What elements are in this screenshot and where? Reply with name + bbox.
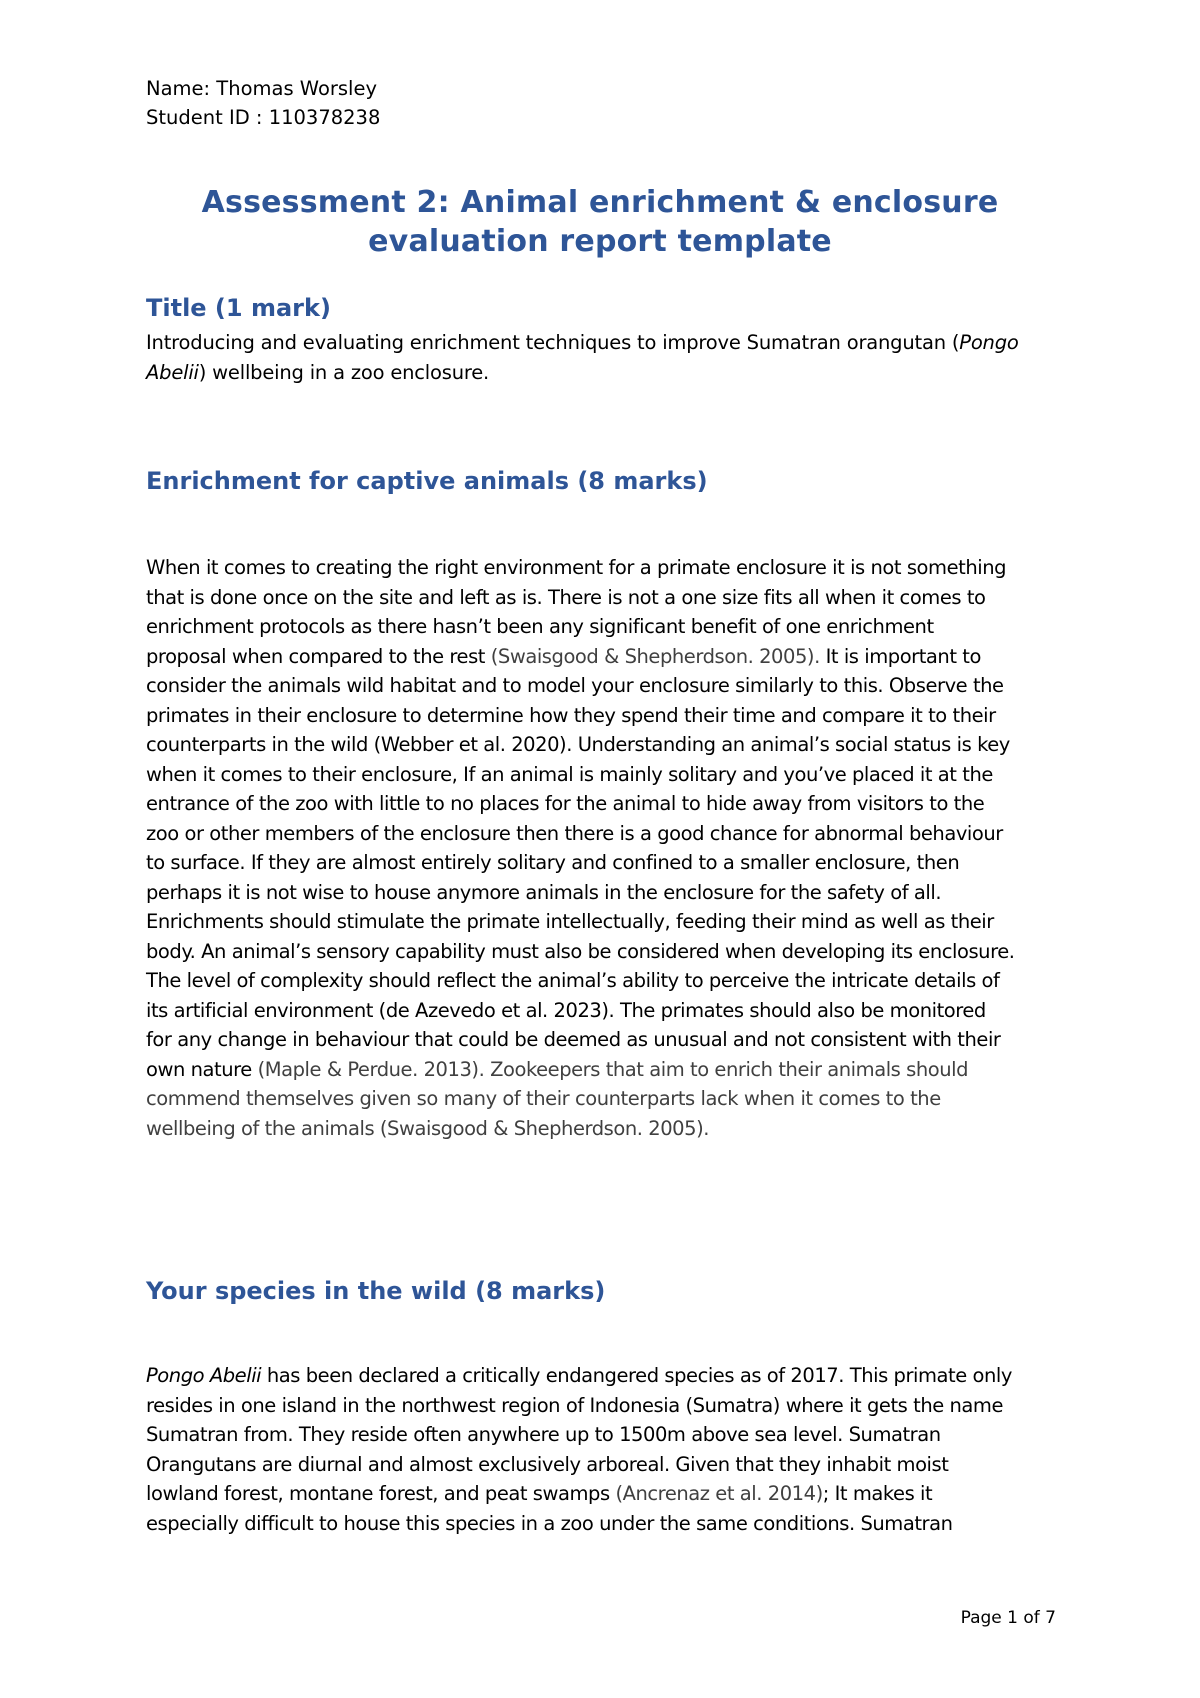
text-run: Zookeepers that aim to enrich their animals should: [484, 1057, 969, 1081]
paragraph-line: primates in their enclosure to determine how they spend their time and compare it to their: [146, 703, 996, 727]
title-paragraph-line: [146, 358, 1066, 388]
text-run: Introducing and evaluating enrichment techniques to improve Sumatran orangutan (: [146, 331, 960, 354]
heading-wild-section: Your species in the wild (8 marks): [146, 1277, 606, 1305]
citation: (Ancrenaz et al. 2014): [615, 1482, 823, 1505]
paragraph-line: counterparts in the wild (Webber et al. 2020). Understanding an animal’s social status is key: [146, 733, 1010, 756]
text-run: own nature: [146, 1057, 258, 1081]
paragraph-line: consider the animals wild habitat and to model your enclosure similarly to this. Observe the: [146, 674, 1004, 697]
paragraph-line: When it comes to creating the right environment for a primate enclosure it is not something: [146, 556, 1007, 579]
paragraph-line: [146, 1055, 1066, 1085]
paragraph-line: its artificial environment (de Azevedo et al. 2023). The primates should also be monitored: [146, 998, 986, 1022]
text-run: It is important to: [819, 644, 981, 668]
italic-run: Pongo: [959, 331, 1019, 354]
text-run: ; It makes it: [822, 1482, 933, 1505]
text-run: has been declared a critically endangered species as of 2017. This primate only: [261, 1364, 1012, 1387]
paragraph-line: [146, 1361, 1066, 1391]
title-paragraph: [146, 328, 1066, 387]
paragraph-line: perhaps it is not wise to house anymore animals in the enclosure for the safety of all.: [146, 880, 942, 904]
paragraph-line: body. An animal’s sensory capability must also be considered when developing its enclosure.: [146, 939, 1015, 963]
paragraph-line: enrichment protocols as there hasn’t been any significant benefit of one enrichment: [146, 615, 934, 638]
page-title: [146, 183, 1054, 261]
paragraph-line: Sumatran from. They reside often anywhere up to 1500m above sea level. Sumatran: [146, 1423, 941, 1446]
enrichment-paragraph: [146, 553, 1066, 1143]
paragraph-line: for any change in behaviour that could be deemed as unusual and not consistent with their: [146, 1028, 1001, 1051]
paragraph-line: to surface. If they are almost entirely solitary and confined to a smaller enclosure, then: [146, 851, 960, 874]
text-run: proposal when compared to the rest: [146, 644, 491, 668]
wild-paragraph: [146, 1361, 1066, 1538]
paragraph-line: resides in one island in the northwest region of Indonesia (Sumatra) where it gets the name: [146, 1393, 1004, 1417]
citation: (Swaisgood & Shepherdson. 2005).: [490, 644, 820, 668]
student-info: [146, 74, 380, 132]
paragraph-line: [146, 642, 1066, 672]
student-id: Student ID : 110378238: [146, 106, 381, 129]
paragraph-line: zoo or other members of the enclosure then there is a good chance for abnormal behaviour: [146, 821, 1003, 845]
title-paragraph-line: [146, 328, 1066, 358]
page-title-line-2: evaluation report template: [368, 224, 832, 259]
paragraph-line: commend themselves given so many of their counterparts lack when it comes to the: [146, 1087, 941, 1110]
heading-enrichment-section: Enrichment for captive animals (8 marks): [146, 467, 708, 495]
student-name: Name: Thomas Worsley: [146, 77, 378, 100]
paragraph-line: especially difficult to house this species in a zoo under the same conditions. Sumatran: [146, 1511, 953, 1535]
paragraph-line: that is done once on the site and left as is. There is not a one size fits all when it comes to: [146, 585, 986, 609]
paragraph-line: [146, 1479, 1066, 1509]
italic-run: Pongo Abelii: [146, 1364, 262, 1387]
page-number: Page 1 of 7: [960, 1608, 1056, 1628]
paragraph-line: Orangutans are diurnal and almost exclusively arboreal. Given that they inhabit moist: [146, 1452, 949, 1476]
paragraph-line: entrance of the zoo with little to no places for the animal to hide away from visitors to the: [146, 792, 985, 815]
paragraph-line: Enrichments should stimulate the primate intellectually, feeding their mind as well as their: [146, 910, 994, 933]
text-run: ) wellbeing in a zoo enclosure.: [198, 360, 490, 384]
italic-run: Abelii: [146, 360, 199, 384]
text-run: lowland forest, montane forest, and peat swamps: [146, 1482, 616, 1505]
paragraph-line: The level of complexity should reflect the animal’s ability to perceive the intricate details of: [146, 969, 1000, 992]
paragraph-line: wellbeing of the animals (Swaisgood & Shepherdson. 2005).: [146, 1116, 709, 1140]
heading-title-section: Title (1 mark): [146, 294, 331, 322]
page-title-line-1: Assessment 2: Animal enrichment & enclosure: [201, 185, 999, 220]
paragraph-line: when it comes to their enclosure, If an animal is mainly solitary and you’ve placed it at the: [146, 762, 993, 786]
citation: (Maple & Perdue. 2013).: [257, 1057, 485, 1081]
